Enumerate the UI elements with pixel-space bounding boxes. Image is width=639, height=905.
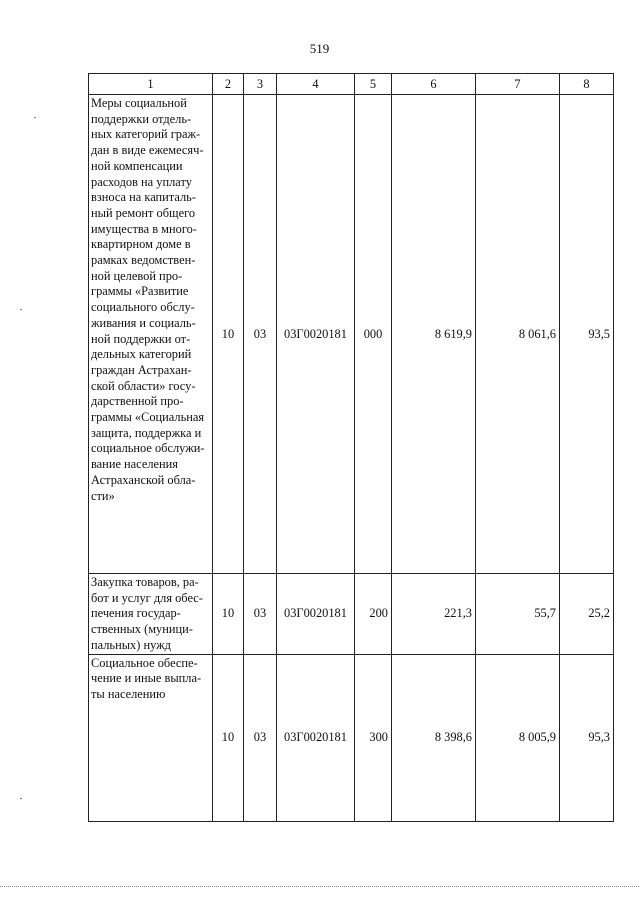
scan-speck [20, 798, 22, 799]
scan-edge-line [0, 886, 639, 887]
column-header: 1 [89, 74, 213, 95]
row-description: Закупка товаров, ра- бот и услуг для обес- печения государ- ственных (муници- пальных) нужд [89, 574, 213, 655]
subsection-code: 03 [244, 574, 277, 655]
row-description: Социальное обеспе- чение и иные выпла- ты населению [89, 654, 213, 821]
section-code: 10 [213, 95, 244, 574]
column-header: 7 [476, 74, 560, 95]
table-row [89, 95, 614, 574]
target-code: 03Г0020181 [277, 574, 355, 655]
subsection-code: 03 [244, 95, 277, 574]
amount-col6: 8 398,6 [392, 654, 476, 821]
percent-col8: 25,2 [560, 574, 614, 655]
section-code: 10 [213, 654, 244, 821]
percent-col8: 93,5 [560, 95, 614, 574]
page-number: 519 [309, 41, 330, 56]
type-code: 000 [355, 95, 392, 574]
column-header: 4 [277, 74, 355, 95]
amount-col6: 8 619,9 [392, 95, 476, 574]
row-description: Меры социальной поддержки отдель- ных категорий граж- дан в виде ежемесяч- ной компенсации расходов на уплату взноса на капиталь- ный ремонт общего имущества в много- квартирном доме в рамках ведомствен- ной целевой про- граммы «Развитие социального обслу- живания и социаль- ной поддержки от- дельных категорий граждан Астрахан- ской области» госу- дарственной про- граммы «Социальная защита, поддержка и социальное обслужи- вание населения Астраханской обла- сти» [89, 95, 213, 574]
type-code: 300 [355, 654, 392, 821]
percent-col8: 95,3 [560, 654, 614, 821]
table-row [89, 574, 614, 655]
amount-col6: 221,3 [392, 574, 476, 655]
column-header: 2 [213, 74, 244, 95]
column-header: 5 [355, 74, 392, 95]
amount-col7: 55,7 [476, 574, 560, 655]
table-header-row [89, 74, 614, 95]
target-code: 03Г0020181 [277, 654, 355, 821]
amount-col7: 8 005,9 [476, 654, 560, 821]
scan-speck [20, 309, 22, 310]
type-code: 200 [355, 574, 392, 655]
subsection-code: 03 [244, 654, 277, 821]
column-header: 8 [560, 74, 614, 95]
scan-speck [34, 117, 36, 118]
table-row [89, 654, 614, 821]
target-code: 03Г0020181 [277, 95, 355, 574]
amount-col7: 8 061,6 [476, 95, 560, 574]
column-header: 6 [392, 74, 476, 95]
budget-table [88, 73, 614, 822]
section-code: 10 [213, 574, 244, 655]
column-header: 3 [244, 74, 277, 95]
